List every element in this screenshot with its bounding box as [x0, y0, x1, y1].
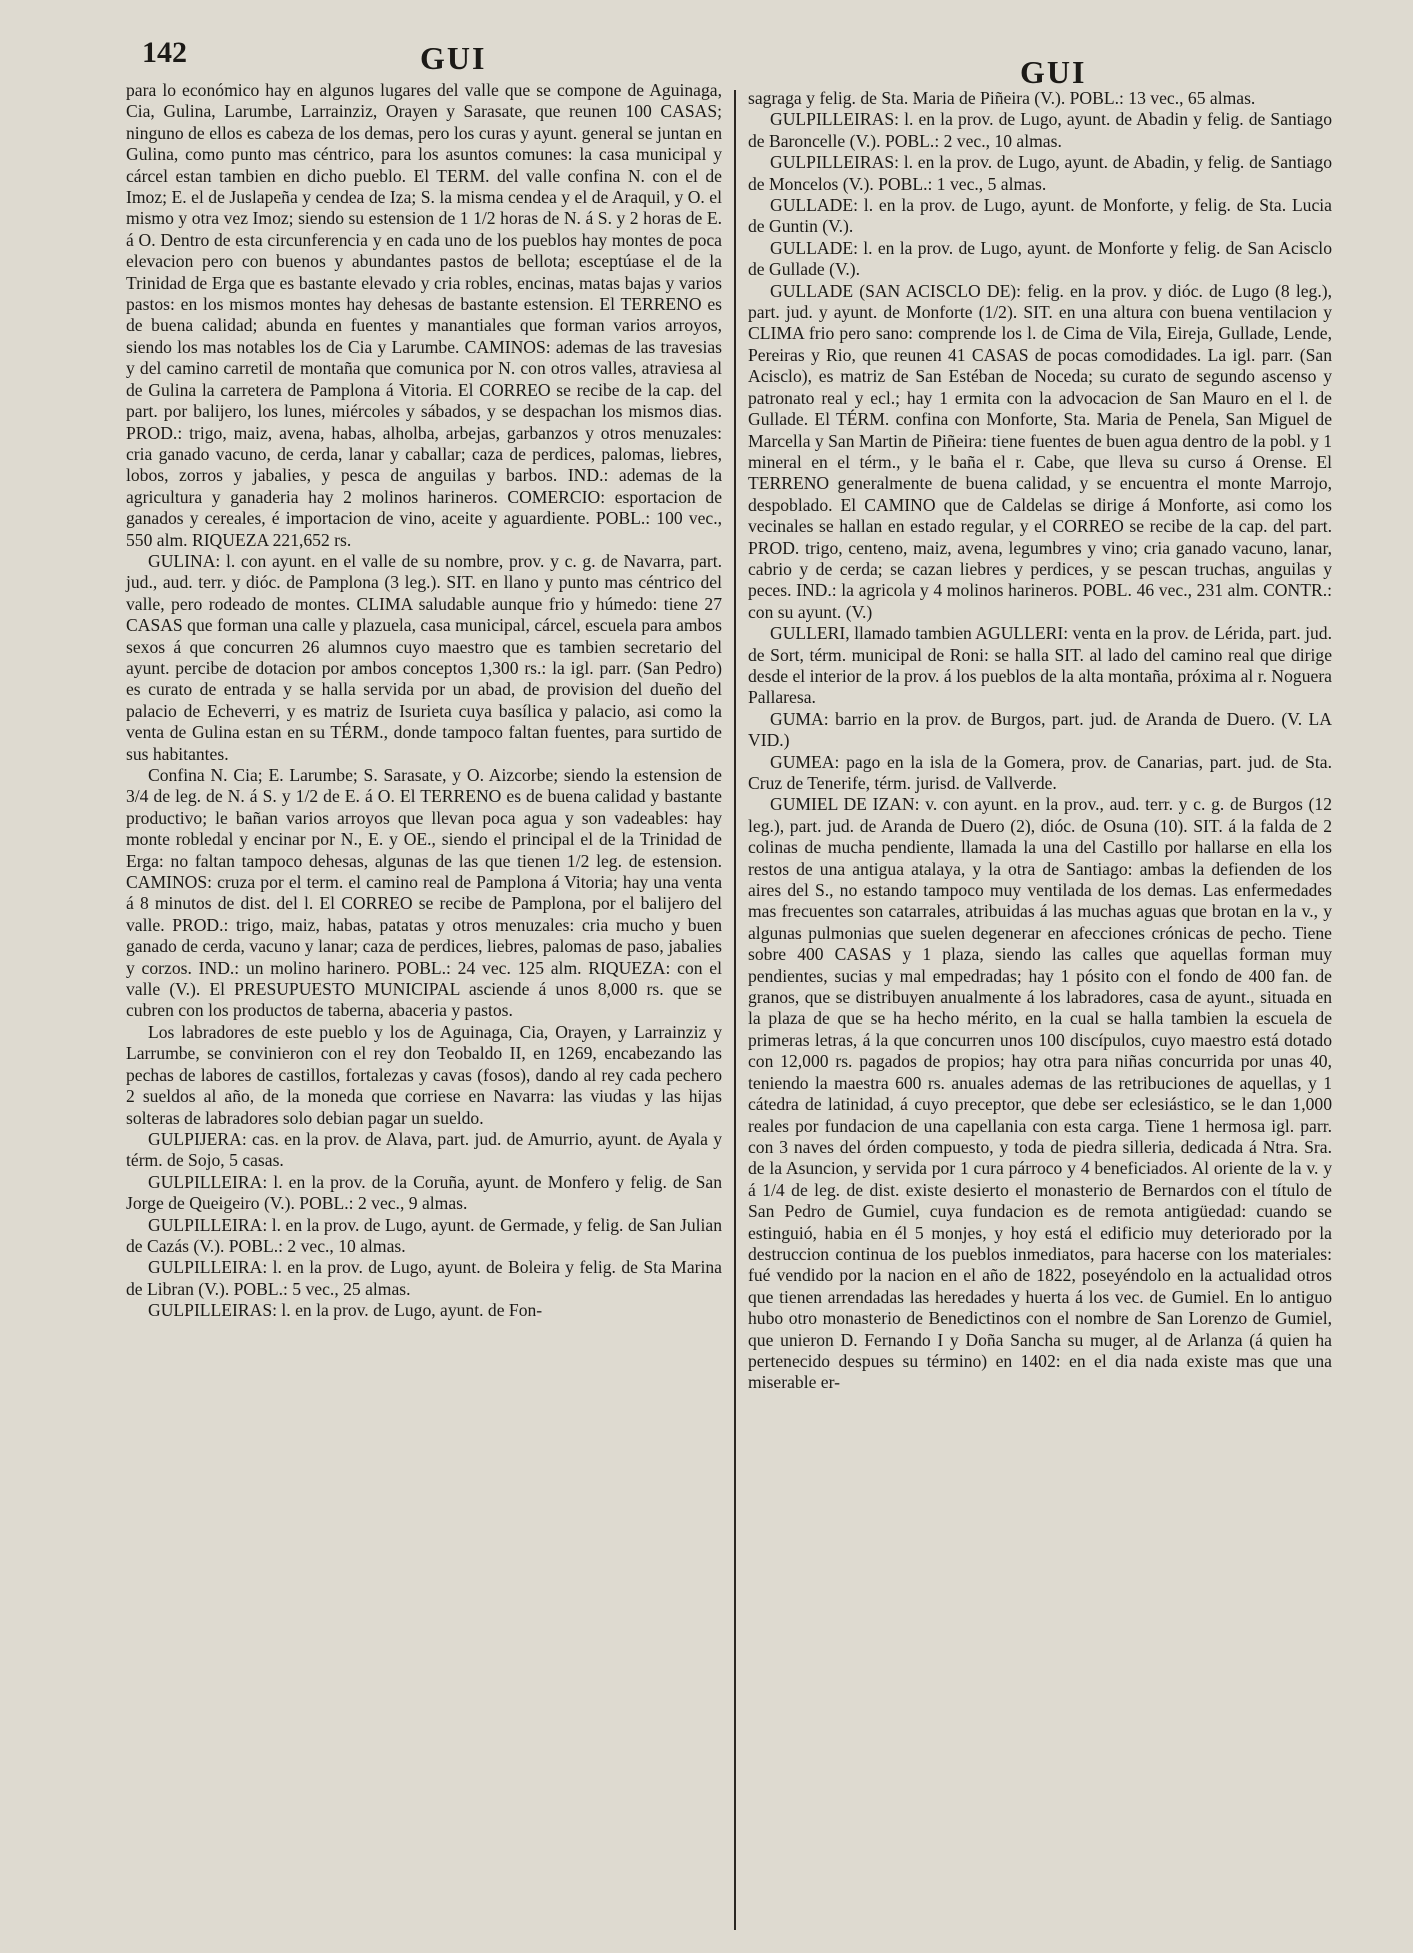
running-head-right: GUI — [1020, 54, 1087, 90]
left-column — [126, 80, 722, 1322]
entry-paragraph: GULINA: l. con ayunt. en el valle de su nombre, prov. y c. g. de Navarra, part. jud., aud. terr. y dióc. de Pamplona (3 leg.). SIT. en llano y punto mas céntrico del valle, pero rodeado de montes. CLIMA saludable aunque frio y húmedo: tiene 27 CASAS que forman una calle y plazuela, casa municipal, cárcel, escuela para ambos sexos á que concurren 26 alumnos cuyo maestro que es tambien secretario del ayunt. percibe de dotacion por ambos conceptos 1,300 rs.: la igl. parr. (San Pedro) es curato de entrada y se halla servida por un abad, de provision del dueño del palacio de Echeverri, y es matriz de Isurieta cuya basílica y palacio, asi como la venta de Gulina estan en su TÉRM., donde tampoco faltan fuentes, para surtido de sus habitantes. — [126, 550, 722, 764]
page-number: 142 — [142, 36, 187, 69]
entry-paragraph: GULPILLEIRA: l. en la prov. de Lugo, ayunt. de Boleira y felig. de Sta Marina de Libran (V.). POBL.: 5 vec., 25 almas. — [126, 1257, 722, 1299]
entry-paragraph: GULPILLEIRAS: l. en la prov. de Lugo, ayunt. de Abadin y felig. de Santiago de Baroncelle (V.). POBL.: 2 vec., 10 almas. — [748, 109, 1332, 151]
entry-paragraph: para lo económico hay en algunos lugares del valle que se compone de Aguinaga, Cia, Gulina, Larumbe, Larrainziz, Orayen y Sarasate, que reunen 100 CASAS; ninguno de ellos es cabeza de los demas, pero los curas y ayunt. general se juntan en Gulina, como punto mas céntrico, para los asuntos comunes: la casa municipal y cárcel estan tambien en dicho pueblo. El TERM. del valle confina N. con el de Imoz; E. el de Juslapeña y cendea de Iza; S. la misma cendea y el de Araquil, y O. el mismo y otra vez Imoz; siendo su estension de 1 1/2 horas de N. á S. y 2 horas de E. á O. Dentro de esta circunferencia y en cada uno de los pueblos hay montes de poca elevacion pero con buenos y abundantes pastos de bellota; esceptúase el de la Trinidad de Erga que es bastante elevado y cria robles, encinas, matas bajas y varios pastos: en los mismos montes hay dehesas de bastante estension. El TERRENO es de buena calidad; abunda en fuentes y manantiales que forman varios arroyos, siendo los mas notables los de Cia y Larumbe. CAMINOS: ademas de las travesias y del camino carretil de montaña que comunica por N. con otros valles, atraviesa al de Gulina la carretera de Pamplona á Vitoria. El CORREO se recibe de la cap. del part. por balijero, los lunes, miércoles y sábados, y se despachan los mismos dias. PROD.: trigo, maiz, avena, habas, alholba, arbejas, garbanzos y otros menuzales: cria ganado vacuno, de cerda, lanar y caballar; caza de perdices, palomas, liebres, lobos, zorros y jabalies, y pesca de anguilas y barbos. IND.: ademas de la agricultura y ganaderia hay 2 molinos harineros. COMERCIO: esportacion de ganados y cereales, é importacion de vino, aceite y aguardiente. POBL.: 100 vec., 550 alm. RIQUEZA 221,652 rs. — [126, 80, 722, 550]
entry-paragraph: GULPILLEIRA: l. en la prov. de Lugo, ayunt. de Germade, y felig. de San Julian de Cazás (V.). POBL.: 2 vec., 10 almas. — [126, 1214, 722, 1256]
entry-paragraph: GUMEA: pago en la isla de la Gomera, prov. de Canarias, part. jud. de Sta. Cruz de Tenerife, térm. jurisd. de Vallverde. — [748, 751, 1332, 793]
entry-paragraph: Los labradores de este pueblo y los de Aguinaga, Cia, Orayen, y Larrainziz y Larrumbe, se convinieron con el rey don Teobaldo II, en 1269, encabezando las pechas de labores de castillos, fortalezas y cavas (fosos), dando al rey cada pechero 2 sueldos al año, de la moneda que corriese en Navarra: las viudas y las hijas solteras de labradores solo debian pagar un sueldo. — [126, 1021, 722, 1128]
entry-paragraph: GUMIEL DE IZAN: v. con ayunt. en la prov., aud. terr. y c. g. de Burgos (12 leg.), part. jud. de Aranda de Duero (2), dióc. de Osuna (10). SIT. á la falda de 2 colinas de mucha pendiente, llamada la una del Castillo por hallarse en ella los restos de una antigua atalaya, y la otra de Santiago: ambas la defienden de los aires del S., no estando tampoco muy ventilada de los demas. Las enfermedades mas frecuentes son catarrales, atribuidas á las muchas aguas que brotan en la v., y algunas pulmonias que suelen degenerar en afecciones crónicas de pecho. Tiene sobre 400 CASAS y 1 plaza, siendo las calles que aquellas forman muy pendientes, sucias y mal empedradas; hay 1 pósito con el fondo de 400 fan. de granos, que se distribuyen anualmente á los labradores, casa de ayunt., situada en la plaza de que se ha hecho mérito, en la cual se halla tambien la escuela de primeras letras, á la que concurren unos 100 discípulos, cuyo maestro está dotado con 12,000 rs. pagados de propios; hay otra para niñas concurrida por unas 40, teniendo la maestra 600 rs. anuales ademas de las retribuciones de aquellas, y 1 cátedra de latinidad, á cuyo preceptor, que debe ser eclesiástico, se le dan 1,000 reales por fundacion de una capellania con esta carga. Tiene 1 hermosa igl. parr. con 3 naves del órden compuesto, y toda de piedra silleria, dedicada á Ntra. Sra. de la Asuncion, y servida por 1 cura párroco y 4 beneficiados. Al oriente de la v. y á 1/4 de leg. de dist. existe desierto el monasterio de Bernardos con el título de San Pedro de Gumiel, cuya fundacion es de remota antigüedad: cuando se estinguió, habia en él 5 monjes, y hoy está el edificio muy deteriorado por la destruccion continua de los pueblos inmediatos, para hacerse con los materiales: fué vendido por la nacion en el año de 1822, poseyéndolo en la actualidad otros que tienen arrendadas las heredades y huerta á los vec. de Gumiel. En lo antiguo hubo otro monasterio de Benedictinos con el nombre de San Lorenzo de Gumiel, que unieron D. Fernando I y Doña Sancha su muger, al de Arlanza (á quien ha pertenecido despues su término) en 1402: en el dia nada existe mas que una miserable er- — [748, 794, 1332, 1393]
entry-paragraph: GULLADE: l. en la prov. de Lugo, ayunt. de Monforte y felig. de San Acisclo de Gullade (V.). — [748, 237, 1332, 280]
entry-paragraph: sagraga y felig. de Sta. Maria de Piñeira (V.). POBL.: 13 vec., 65 almas. — [748, 88, 1256, 108]
entry-paragraph: GULPILLEIRAS: l. en la prov. de Lugo, ayunt. de Fon- — [148, 1300, 543, 1321]
entry-paragraph: GULPILLEIRAS: l. en la prov. de Lugo, ayunt. de Abadin, y felig. de Santiago de Moncelos (V.). POBL.: 1 vec., 5 almas. — [748, 152, 1332, 194]
entry-paragraph: Confina N. Cia; E. Larumbe; S. Sarasate, y O. Aizcorbe; siendo la estension de 3/4 de leg. de N. á S. y 1/2 de E. á O. El TERRENO es de buena calidad y bastante productivo; le bañan varios arroyos que llevan poca agua y son vadeables: hay monte robledal y encinar por N., E. y OE., siendo el principal el de la Trinidad de Erga: no faltan tampoco dehesas, algunas de las que tienen 1/2 leg. de estension. CAMINOS: cruza por el term. el camino real de Pamplona á Vitoria; hay una venta á 8 minutos de dist. del l. El CORREO se recibe de Pamplona, por el balijero del valle. PROD.: trigo, maiz, habas, patatas y otros menuzales: cria mucho y buen ganado de cerda, vacuno y lanar; caza de perdices, liebres, palomas de paso, jabalies y corzos. IND.: un molino harinero. POBL.: 24 vec. 125 alm. RIQUEZA: con el valle (V.). El PRESUPUESTO MUNICIPAL asciende á unos 8,000 rs. que se cubren con los productos de taberna, abaceria y pastos. — [126, 765, 722, 1021]
column-rule — [734, 90, 736, 1930]
entry-paragraph: GULLERI, llamado tambien AGULLERI: venta en la prov. de Lérida, part. jud. de Sort, térm. municipal de Roni: se halla SIT. al lado del camino real que dirige desde el interior de la prov. á los pueblos de la alta montaña, próxima al r. Noguera Pallaresa. — [748, 623, 1332, 708]
right-column — [748, 88, 1332, 1394]
entry-paragraph: GULLADE (SAN ACISCLO DE): felig. en la prov. y dióc. de Lugo (8 leg.), part. jud. y ayunt. de Monforte (1/2). SIT. en una altura con buena ventilacion y CLIMA frio pero sano: comprende los l. de Cima de Vila, Eireja, Gullade, Lende, Pereiras y Rio, que reunen 41 CASAS de pocas comodidades. La igl. parr. (San Acisclo), es matriz de San Estéban de Noceda; su curato de segundo ascenso y patronato real y ecl.; hay 1 ermita con la advocacion de San Mauro en el l. de Gullade. El TÉRM. confina con Monforte, Sta. Maria de Penela, San Miguel de Marcella y San Martin de Piñeira: tiene fuentes de buen agua dentro de la pobl. y 1 mineral en el térm., y le baña el r. Cabe, que lleva su curso á Orense. El TERRENO generalmente de buena calidad, y se encuentra el monte Marrojo, despoblado. El CAMINO que de Caldelas se dirige á Monforte, asi como los vecinales se hallan en estado regular, y el CORREO se recibe de la cap. del part. PROD. trigo, centeno, maiz, avena, legumbres y vino; cria ganado vacuno, lanar, cabrio y de cerda; se cazan liebres y perdices, y se pescan truchas, anguilas y peces. IND.: la agricola y 4 molinos harineros. POBL. 46 vec., 231 alm. CONTR.: con su ayunt. (V.) — [748, 280, 1332, 622]
entry-paragraph: GULPILLEIRA: l. en la prov. de la Coruña, ayunt. de Monfero y felig. de San Jorge de Queigeiro (V.). POBL.: 2 vec., 9 almas. — [126, 1171, 722, 1214]
entry-paragraph: GUMA: barrio en la prov. de Burgos, part. jud. de Aranda de Duero. (V. LA VID.) — [748, 708, 1332, 751]
running-head-left: GUI — [420, 40, 487, 76]
entry-paragraph: GULPIJERA: cas. en la prov. de Alava, part. jud. de Amurrio, ayunt. de Ayala y térm. de Sojo, 5 casas. — [126, 1128, 722, 1171]
entry-paragraph: GULLADE: l. en la prov. de Lugo, ayunt. de Monforte, y felig. de Sta. Lucia de Guntin (V.). — [748, 195, 1332, 237]
